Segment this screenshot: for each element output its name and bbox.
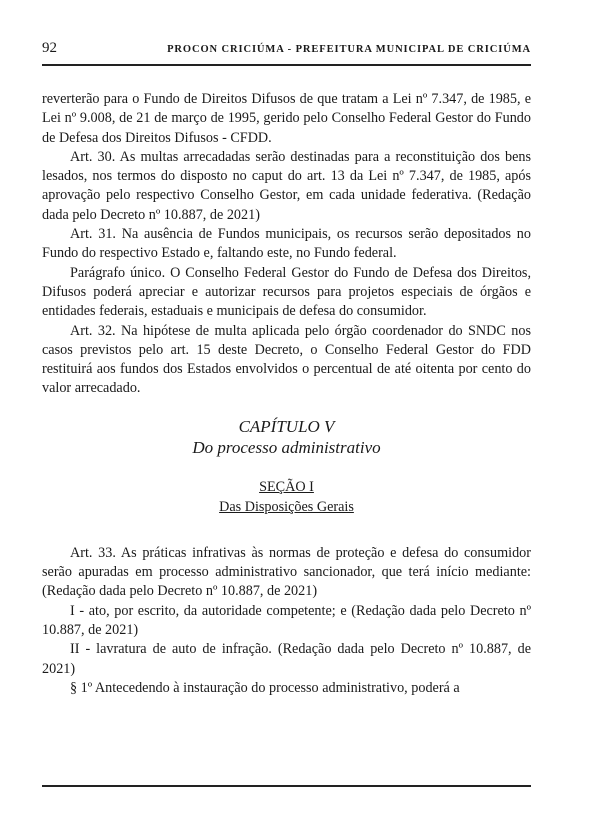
paragraph-continuation: reverterão para o Fundo de Direitos Difusos de que tratam a Lei nº 7.347, de 1985, e Lei nº 9.008, de 21 de março de 1995, gerido pelo Conselho Federal Gestor do Fundo de Defesa dos Direitos Difusos - CFDD. [42, 91, 531, 146]
page-number: 92 [42, 40, 57, 56]
paragraph-unico: Parágrafo único. O Conselho Federal Gestor do Fundo de Defesa dos Direitos, Difusos poderá apreciar e autorizar recursos para projetos especiais de órgãos e entidades federais, estaduais e municipais de defesa do consumidor. [42, 264, 531, 320]
running-title: PROCON CRICIÚMA - PREFEITURA MUNICIPAL DE CRICIÚMA [167, 44, 531, 55]
section-title: Das Disposições Gerais [219, 498, 354, 515]
paragraph-art-33: Art. 33. As práticas infrativas às normas de proteção e defesa do consumidor serão apuradas em processo administrativo sancionador, que terá início mediante: (Redação dada pelo Decreto nº 10.887, de 2021) [42, 544, 531, 600]
footer-rule [42, 785, 531, 787]
section-heading [42, 477, 531, 517]
paragraph-art-30: Art. 30. As multas arrecadadas serão destinadas para a reconstituição dos bens lesados, nos termos do disposto no caput do art. 13 da Lei nº 7.347, de 1985, após aprovação pelo respectivo Conselho Gestor, em cada unidade federativa. (Redação dada pelo Decreto nº 10.887, de 2021) [42, 148, 531, 223]
page-header [42, 40, 531, 66]
paragraph-art-31: Art. 31. Na ausência de Fundos municipais, os recursos serão depositados no Fundo do respectivo Estado e, faltando este, no Fundo federal. [42, 226, 531, 262]
section-label: SEÇÃO I [259, 478, 314, 495]
body-text [42, 90, 531, 698]
chapter-heading [42, 416, 531, 458]
paragraph-paragrafo-1: § 1º Antecedendo à instauração do processo administrativo, poderá a [70, 679, 460, 696]
chapter-label: CAPÍTULO V [238, 416, 335, 436]
chapter-title: Do processo administrativo [192, 437, 381, 457]
document-page [42, 40, 531, 698]
paragraph-art-32: Art. 32. Na hipótese de multa aplicada pelo órgão coordenador do SNDC nos casos previstos pelo art. 15 deste Decreto, o Conselho Federal Gestor do FDD restituirá aos fundos dos Estados envolvidos o percentual de até oitenta por cento do valor arrecadado. [42, 322, 531, 397]
spacer [42, 517, 531, 544]
paragraph-inciso-ii: II - lavratura de auto de infração. (Redação dada pelo Decreto nº 10.887, de 2021) [42, 641, 531, 677]
paragraph-inciso-i: I - ato, por escrito, da autoridade competente; e (Redação dada pelo Decreto nº 10.887, de 2021) [42, 602, 531, 638]
